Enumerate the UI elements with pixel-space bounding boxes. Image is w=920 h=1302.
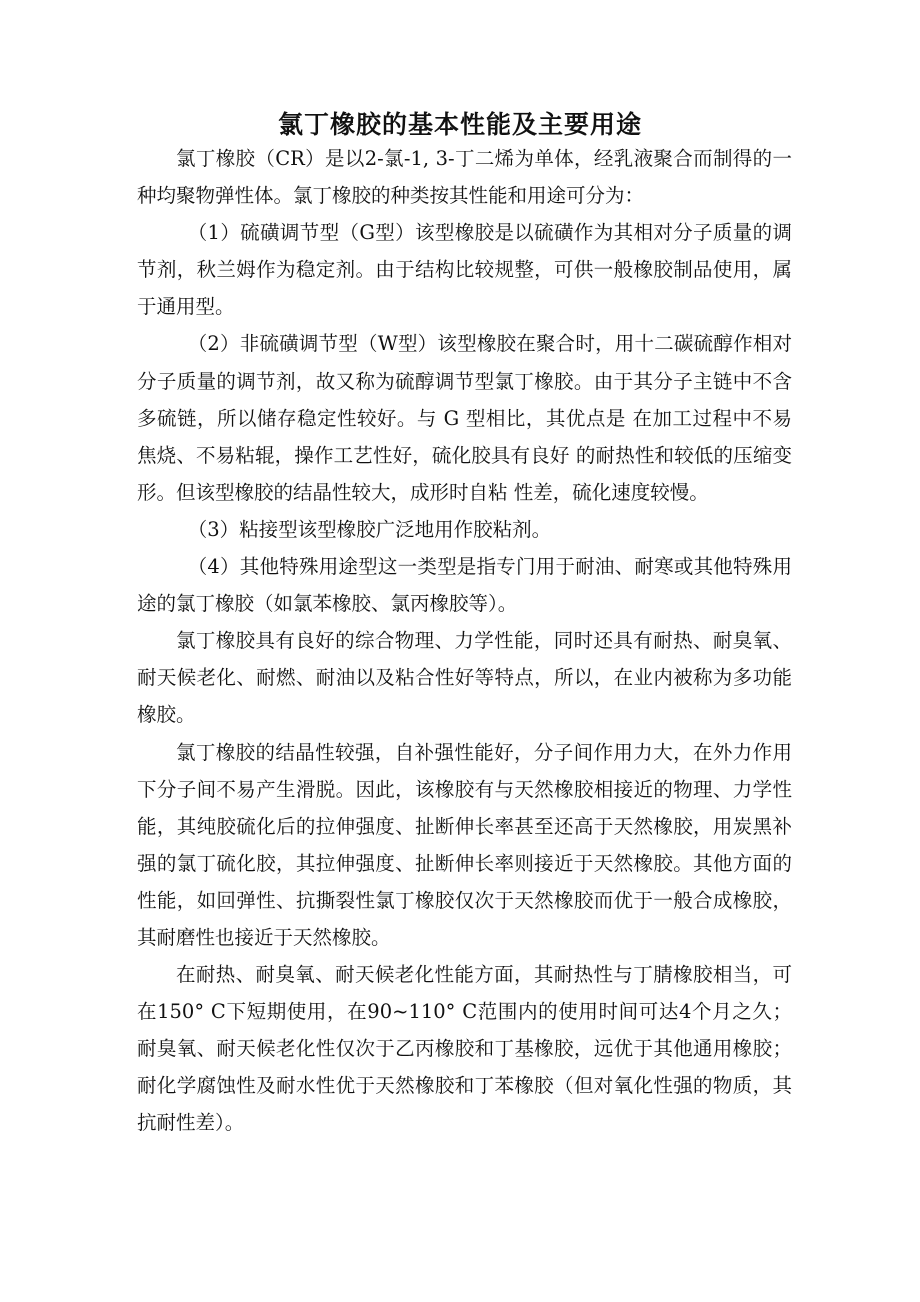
paragraph-mechanical-properties: 氯丁橡胶的结晶性较强，自补强性能好，分子间作用力大，在外力作用下分子间不易产生滑脱。因此，该橡胶有与天然橡胶相接近的物理、力学性能，其纯胶硫化后的拉伸强度、扯断伸长率甚至还高于天然橡胶，用炭黑补强的氯丁硫化胶，其拉伸强度、扯断伸长率则接近于天然橡胶。其他方面的性能，如回弹性、抗撕裂性氯丁橡胶仅次于天然橡胶而优于一般合成橡胶，其耐磨性也接近于天然橡胶。 (137, 740, 792, 949)
paragraph-type-w: （2）非硫磺调节型（W型）该型橡胶在聚合时，用十二碳硫醇作相对分子质量的调节剂，故又称为硫醇调节型氯丁橡胶。由于其分子主链中不含多硫链，所以储存稳定性较好。与 G 型相比，其优点是 在加工过程中不易焦烧、不易粘辊，操作工艺性好，硫化胶具有良好 的耐热性和较低的压缩变形。但该型橡胶的结晶性较大，成形时自粘 性差，硫化速度较慢。 (137, 332, 792, 504)
paragraph-type-adhesive: （3）粘接型该型橡胶广泛地用作胶粘剂。 (187, 517, 552, 541)
document-title: 氯丁橡胶的基本性能及主要用途 (277, 109, 642, 139)
paragraph-overall-properties: 氯丁橡胶具有良好的综合物理、力学性能，同时还具有耐热、耐臭氧、耐天候老化、耐燃、耐油以及粘合性好等特点，所以，在业内被称为多功能橡胶。 (137, 629, 792, 727)
paragraph-type-g: （1）硫磺调节型（G型）该型橡胶是以硫磺作为其相对分子质量的调节剂，秋兰姆作为稳定剂。由于结构比较规整，可供一般橡胶制品使用，属于通用型。 (137, 221, 792, 319)
paragraph-type-special: （4）其他特殊用途型这一类型是指专门用于耐油、耐寒或其他特殊用途的氯丁橡胶（如氯苯橡胶、氯丙橡胶等）。 (137, 555, 792, 616)
paragraph-heat-resistance: 在耐热、耐臭氧、耐天候老化性能方面，其耐热性与丁腈橡胶相当，可在150° C下短期使用，在90~110° C范围内的使用时间可达4个月之久；耐臭氧、耐天候老化性仅次于乙丙橡胶和丁基橡胶，远优于其他通用橡胶；耐化学腐蚀性及耐水性优于天然橡胶和丁苯橡胶（但对氧化性强的物质，其抗耐性差）。 (137, 963, 792, 1135)
paragraph-intro: 氯丁橡胶（CR）是以2-氯-1, 3-丁二烯为单体，经乳液聚合而制得的一种均聚物弹性体。氯丁橡胶的种类按其性能和用途可分为： (137, 147, 792, 208)
document-body (137, 140, 792, 1142)
